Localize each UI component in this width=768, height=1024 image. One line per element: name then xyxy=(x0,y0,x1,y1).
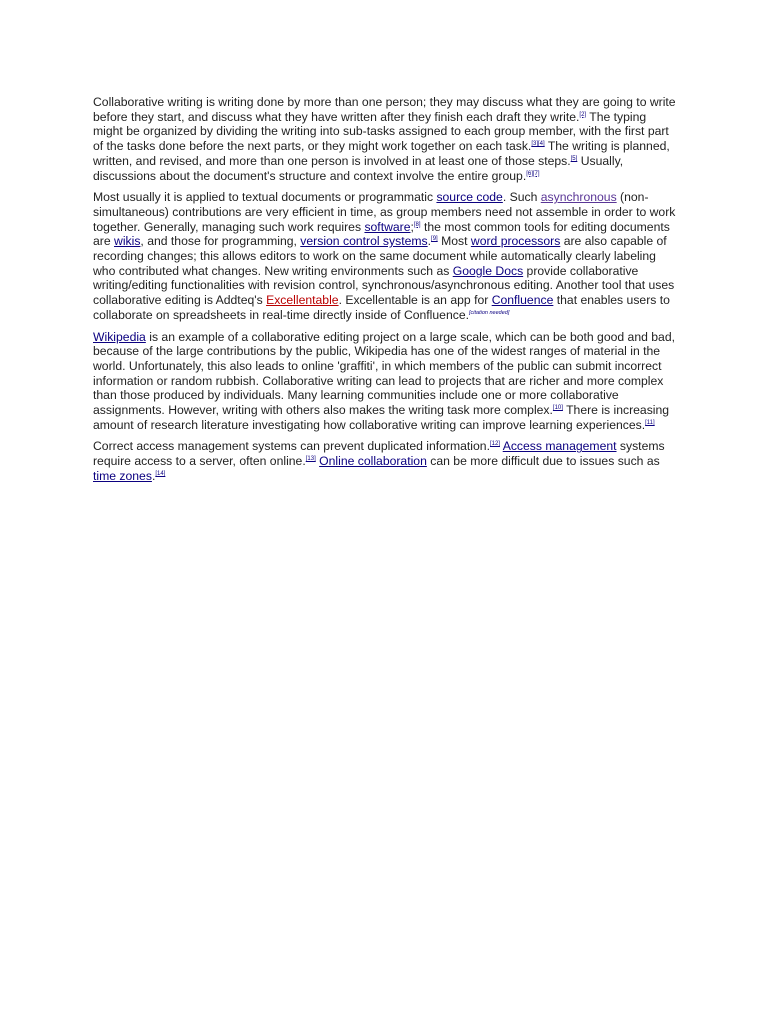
link-excellentable[interactable]: Excellentable xyxy=(266,293,339,308)
text-run: can be more difficult due to issues such as xyxy=(426,454,660,469)
text-run: There is increasing amount of research literature investigating how collaborative writing can improve learning experiences. xyxy=(93,403,670,432)
text-run: . Such xyxy=(502,190,541,205)
citation-ref[interactable]: [5] xyxy=(570,155,578,162)
link-word-processors[interactable]: word processors xyxy=(470,234,561,249)
link-software[interactable]: software xyxy=(364,219,411,234)
text-run: Most xyxy=(437,234,471,249)
text-run: The writing is planned, written, and revised, and more than one person is involved in at least one of those steps. xyxy=(93,139,670,168)
paragraph-intro xyxy=(93,95,677,183)
citation-ref[interactable]: [3][4] xyxy=(531,141,545,148)
article-body xyxy=(93,95,677,491)
link-source-code[interactable]: source code xyxy=(436,190,503,205)
citation-ref[interactable]: [10] xyxy=(552,405,563,412)
citation-ref[interactable]: [11] xyxy=(645,419,655,426)
text-run: The typing might be organized by dividing the writing into sub-tasks assigned to each group member, with the first part of the tasks done before the next parts, or they might work together on each task. xyxy=(93,109,669,154)
link-asynchronous[interactable]: asynchronous xyxy=(540,190,617,205)
link-version-control-systems[interactable]: version control systems xyxy=(300,234,428,249)
citation-ref[interactable]: [8] xyxy=(413,221,421,228)
link-confluence[interactable]: Confluence xyxy=(491,293,554,308)
text-run: Collaborative writing is writing done by more than one person; they may discuss what they are going to write before they start, and discuss what they have written after they finish each draft they write. xyxy=(93,95,676,124)
text-run: (non-simultaneous) contributions are very efficient in time, as group members need not assemble in order to work together. Generally, managing such work requires xyxy=(93,190,676,234)
text-run: that enables users to collaborate on spreadsheets in real-time directly inside of Confluence. xyxy=(93,293,670,322)
text-run: . xyxy=(151,468,156,483)
text-run: , and those for programming, xyxy=(140,234,301,249)
link-wikipedia[interactable]: Wikipedia xyxy=(93,329,146,344)
link-wikis[interactable]: wikis xyxy=(114,234,141,249)
citation-ref[interactable]: [2] xyxy=(579,111,587,118)
text-run: provide collaborative writing/editing functionalities with revision control, synchronous/asynchronous editing. Another tool that uses collaborative editing is Addteq's xyxy=(93,263,675,308)
citation-ref[interactable]: [9] xyxy=(431,236,438,243)
text-run: ; xyxy=(410,219,414,234)
text-run: . Excellentable is an app for xyxy=(338,293,492,308)
link-access-management[interactable]: Access management xyxy=(502,439,617,454)
paragraph-access-management xyxy=(93,439,677,483)
text-run: Correct access management systems can prevent duplicated information. xyxy=(93,439,490,454)
text-run: the most common tools for editing documents are xyxy=(93,219,670,249)
text-run: are also capable of recording changes; this allows editors to work on the same document while automatically clearly labeling who contributed what changes. New writing environments such as xyxy=(93,234,667,278)
text-run: . xyxy=(427,234,432,249)
link-time-zones[interactable]: time zones xyxy=(93,468,152,483)
citation-ref[interactable]: [6][7] xyxy=(526,170,540,177)
text-run: is an example of a collaborative editing project on a large scale, which can be both good and bad, because of the large contributions by the public, Wikipedia has one of the widest ranges of material in the world. Unfortunately, this also leads to online 'graffiti', in which members of the public can submit incorrect information or random rubbish. Collaborative writing can lead to projects that are richer and more complex than those produced by individuals. Many learning communities include one or more collaborative assignments. However, writing with others also makes the writing task more complex. xyxy=(93,329,675,418)
citation-ref[interactable]: [13] xyxy=(305,456,316,463)
paragraph-wikipedia xyxy=(93,330,677,433)
paragraph-tools xyxy=(93,190,677,322)
link-google-docs[interactable]: Google Docs xyxy=(452,263,524,278)
citation-needed[interactable]: [citation needed] xyxy=(469,309,510,316)
text-run: Most usually it is applied to textual documents or programmatic xyxy=(93,190,437,205)
citation-ref[interactable]: [14] xyxy=(155,470,166,477)
text-run: systems require access to a server, often online. xyxy=(93,439,665,469)
link-online-collaboration[interactable]: Online collaboration xyxy=(319,454,427,469)
citation-ref[interactable]: [12] xyxy=(489,441,500,448)
text-run: Usually, discussions about the document's structure and context involve the entire group. xyxy=(93,153,624,183)
